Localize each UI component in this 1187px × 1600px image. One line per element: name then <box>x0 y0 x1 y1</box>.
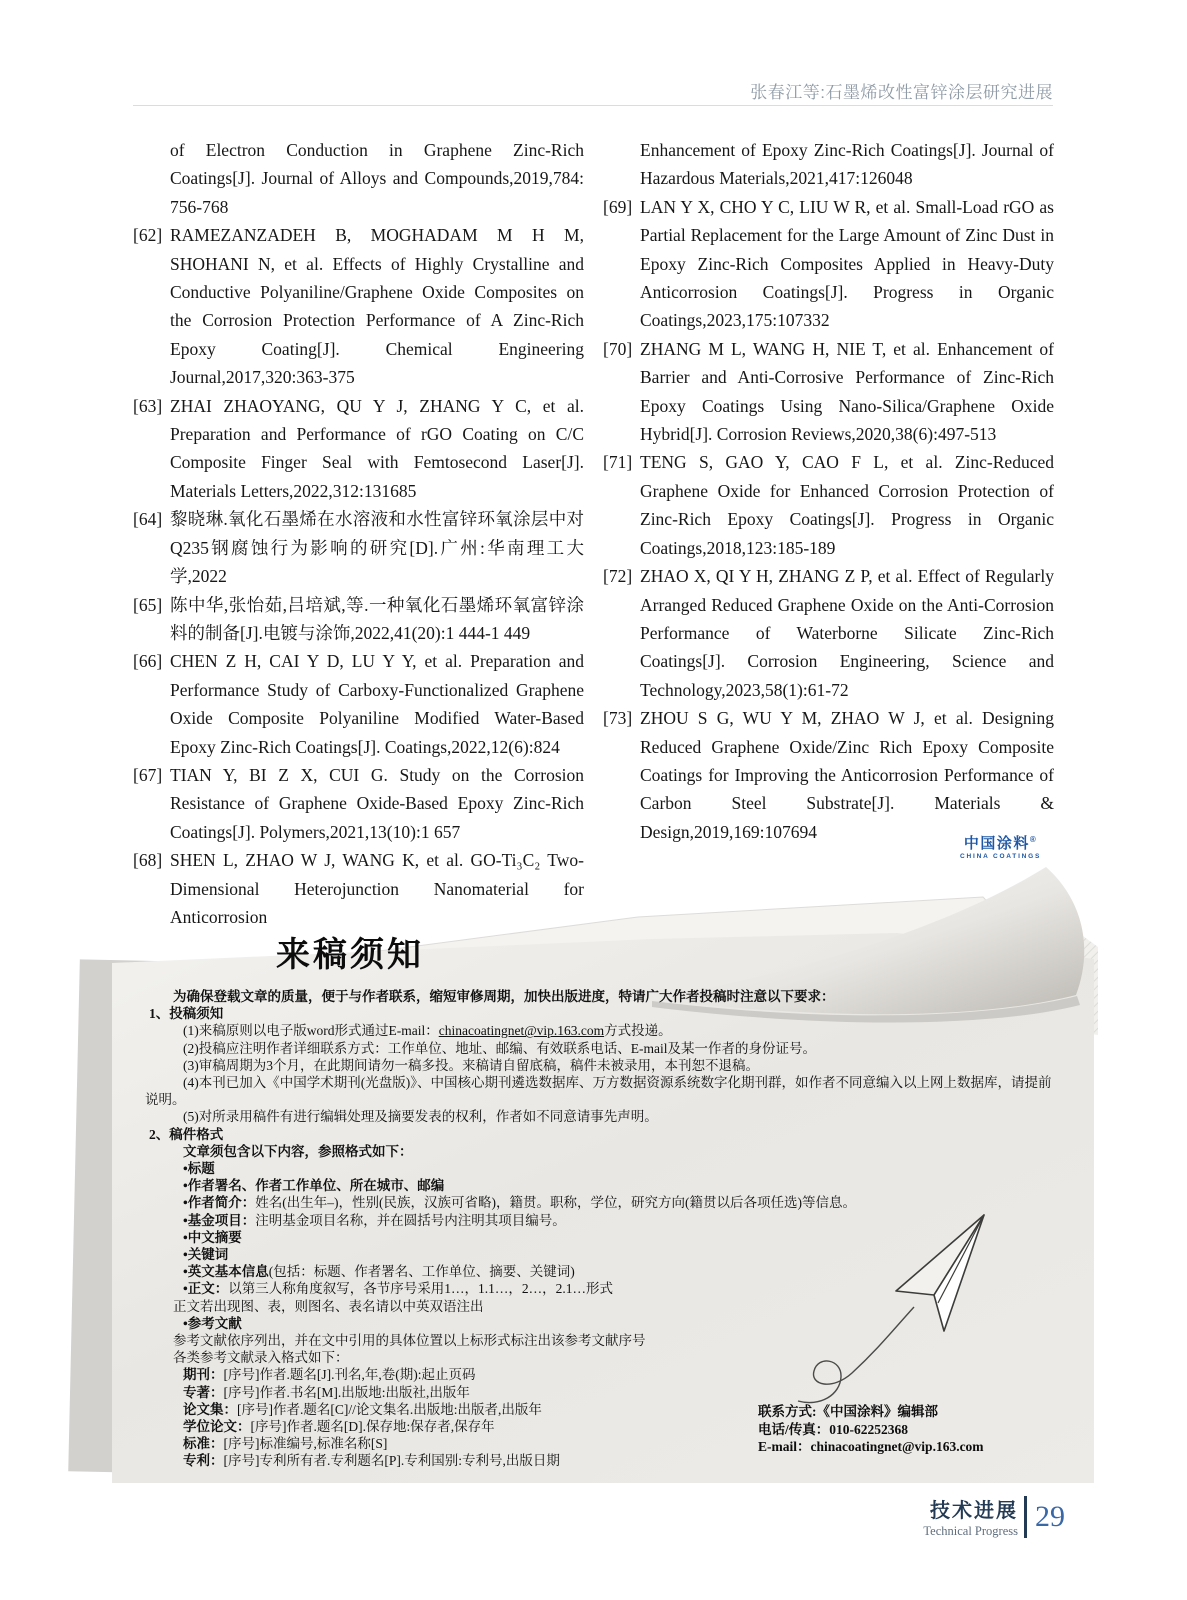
notice-title: 来稿须知 <box>276 936 424 974</box>
registered-mark-icon: ® <box>1029 835 1038 844</box>
notice-bullet-fund: • 基金项目：注明基金项目名称，并在圆括号内注明其项目编号。 <box>145 1212 1062 1229</box>
notice-ref-note-2: 各类参考文献录入格式如下： <box>173 1350 349 1366</box>
reference-text: 陈中华,张怡茹,吕培斌,等.一种氧化石墨烯环氧富锌涂料的制备[J].电镀与涂饰,2022,41(20):1 444-1 449 <box>170 594 584 643</box>
reference-entry <box>603 448 1054 562</box>
references-right-column <box>603 136 1054 931</box>
reference-entry <box>133 136 584 221</box>
logo-chinese-name: 中国涂料® <box>963 835 1038 852</box>
notice-intro: 为确保登载文章的质量，便于与作者联系，缩短审修周期，加快出版进度，特请广大作者投稿时注意以下要求： <box>173 989 835 1004</box>
reference-entry <box>603 193 1054 335</box>
reference-number: [63] <box>133 395 163 416</box>
contact-phone: 电话/传真：010-62252368 <box>758 1421 909 1437</box>
reference-entry <box>603 704 1054 846</box>
references-section <box>133 136 1054 931</box>
footer-section-en: Technical Progress <box>923 1524 1018 1538</box>
notice-item-5: (5)对所录用稿件有进行编辑处理及摘要发表的权利，作者如不同意请事先声明。 <box>183 1109 658 1125</box>
reference-number: [66] <box>133 651 163 672</box>
reference-entry <box>603 136 1054 193</box>
reference-number: [67] <box>133 764 163 785</box>
format-thesis: 学位论文：[序号]作者.题名[D].保存地:保存者,保存年 <box>183 1419 495 1435</box>
format-proceedings: 论文集：[序号]作者.题名[C]//论文集名.出版地:出版者,出版年 <box>183 1401 542 1417</box>
notice-section2-heading: 2、稿件格式 <box>149 1126 224 1142</box>
logo-english-name: CHINA COATINGS <box>960 853 1042 860</box>
running-head: 张春江等:石墨烯改性富锌涂层研究进展 <box>750 83 1053 102</box>
format-monograph: 专著：[序号]作者.书名[M].出版地:出版社,出版年 <box>183 1384 470 1400</box>
reference-entry <box>133 647 584 761</box>
notice-body-note: 正文若出现图、表，则图名、表名请以中英双语注出 <box>173 1298 484 1314</box>
reference-number: [69] <box>603 196 633 217</box>
notice-bullet-bio: • 作者简介：姓名(出生年–)，性别(民族，汉族可省略)，籍贯。职称，学位，研究方向(籍贯以后各项任选)等信息。 <box>145 1194 1062 1211</box>
notice-ref-note-1: 参考文献依序列出，并在文中引用的具体位置以上标形式标注出该参考文献序号 <box>173 1333 646 1349</box>
reference-entry <box>603 335 1054 449</box>
reference-entry <box>133 392 584 506</box>
reference-text: LAN Y X, CHO Y C, LIU W R, et al. Small-Load rGO as Partial Replacement for the Large Amount of Zinc Dust in Epoxy Zinc-Rich Composites Applied in Heavy-Duty Anticorrosion Coatings[J]. Progress in Organic Coatings,2023,175:107332 <box>640 196 1054 331</box>
references-left-column <box>133 136 584 931</box>
footer-section-name <box>923 1494 1018 1539</box>
reference-text: of Electron Conduction in Graphene Zinc-Rich Coatings[J]. Journal of Alloys and Compounds,2019,784: 756-768 <box>170 140 584 217</box>
format-patent: 专利：[序号]专利所有者.专利题名[P].专利国别:专利号,出版日期 <box>183 1453 560 1469</box>
notice-bullet-en-info: • 英文基本信息(包括：标题、作者署名、工作单位、摘要、关键词) <box>145 1263 1062 1280</box>
reference-number: [62] <box>133 225 163 246</box>
paper-plane-icon <box>778 1203 1018 1418</box>
reference-entry <box>603 562 1054 704</box>
reference-entry <box>133 591 584 648</box>
china-coatings-logo <box>960 835 1041 861</box>
reference-number: [64] <box>133 509 163 530</box>
notice-item-3: (3)审稿周期为3个月，在此期间请勿一稿多投。来稿请自留底稿，稿件未被录用，本刊恕不退稿。 <box>183 1057 759 1073</box>
notice-bullet-body: • 正文：以第三人称角度叙写，各节序号采用1…，1.1…，2…，2.1…形式 <box>145 1280 1062 1297</box>
notice-bullet-references: • 参考文献 <box>145 1315 1062 1332</box>
format-journal: 期刊：[序号]作者.题名[J].刊名,年,卷(期):起止页码 <box>183 1367 476 1383</box>
notice-item-2: (2)投稿应注明作者详细联系方式：工作单位、地址、邮编、有效联系电话、E-mail及某一作者的身份证号。 <box>183 1040 816 1056</box>
reference-entry <box>133 221 584 391</box>
notice-section2-lead: 文章须包含以下内容，参照格式如下： <box>183 1143 413 1159</box>
notice-bullet-authors: • 作者署名、作者工作单位、所在城市、邮编 <box>145 1177 1062 1194</box>
reference-text: SHEN L, ZHAO W J, WANG K, et al. GO-Ti₃C₂ Two-Dimensional Heterojunction Nanomaterial for Anticorrosion <box>170 850 584 927</box>
notice-bullet-cn-abstract: • 中文摘要 <box>145 1229 1062 1246</box>
submission-email: chinacoatingnet@vip.163.com <box>438 1023 605 1039</box>
reference-text: CHEN Z H, CAI Y D, LU Y Y, et al. Preparation and Performance Study of Carboxy-Functionalized Graphene Oxide Composite Polyaniline Modified Water-Based Epoxy Zinc-Rich Coatings[J]. Coatings,2022,12(6):824 <box>170 651 584 757</box>
page-footer <box>923 1494 1065 1539</box>
submission-notice-panel <box>78 885 1104 1485</box>
page-number: 29 <box>1035 1499 1065 1533</box>
reference-number: [68] <box>133 850 163 871</box>
reference-text: TIAN Y, BI Z X, CUI G. Study on the Corrosion Resistance of Graphene Oxide-Based Epoxy Zinc-Rich Coatings[J]. Polymers,2021,13(10):1 657 <box>170 764 584 842</box>
reference-text: ZHOU S G, WU Y M, ZHAO W J, et al. Designing Reduced Graphene Oxide/Zinc Rich Epoxy Composite Coatings for Improving the Anticorrosion Performance of Carbon Steel Substrate[J]. Materials & Design,2019,169:107694 <box>640 708 1054 842</box>
notice-item-1: (1)来稿原则以电子版word形式通过E-mail：chinacoatingnet@vip.163.com方式投递。 <box>183 1023 672 1039</box>
notice-bullet-keywords: • 关键词 <box>145 1246 1062 1263</box>
format-standard: 标准：[序号]标准编号,标准名称[S] <box>183 1436 388 1452</box>
reference-text: RAMEZANZADEH B, MOGHADAM M H M, SHOHANI N, et al. Effects of Highly Crystalline and Conductive Polyaniline/Graphene Oxide Composites on the Corrosion Protection Performance of A Zinc-Rich Epoxy Coating[J]. Chemical Engineering Journal,2017,320:363-375 <box>170 225 584 388</box>
notice-bullet-title: • 标题 <box>145 1160 1062 1177</box>
reference-text: ZHAO X, QI Y H, ZHANG Z P, et al. Effect of Regularly Arranged Reduced Graphene Oxide on the Anti-Corrosion Performance of Waterborne Silicate Zinc-Rich Coatings[J]. Corrosion Engineering, Science and Technology,2023,58(1):61-72 <box>640 566 1054 700</box>
contact-email: E-mail：chinacoatingnet@vip.163.com <box>758 1439 984 1454</box>
reference-text: TENG S, GAO Y, CAO F L, et al. Zinc-Reduced Graphene Oxide for Enhanced Corrosion Protection of Zinc-Rich Epoxy Coatings[J]. Progress in Organic Coatings,2018,123:185-189 <box>640 452 1054 558</box>
reference-entry <box>133 761 584 846</box>
reference-number: [71] <box>603 452 633 473</box>
notice-item-4: (4)本刊已加入《中国学术期刊(光盘版)》、中国核心期刊遴选数据库、万方数据资源系统数字化期刊群，如作者不同意编入以上网上数据库，请提前说明。 <box>145 1075 1052 1108</box>
footer-section-zh: 技术进展 <box>930 1500 1018 1522</box>
reference-number: [70] <box>603 338 633 359</box>
reference-text: ZHAI ZHAOYANG, QU Y J, ZHANG Y C, et al. Preparation and Performance of rGO Coating on C/C Composite Finger Seal with Femtosecond Laser[J]. Materials Letters,2022,312:131685 <box>170 395 584 501</box>
footer-divider <box>1024 1496 1027 1538</box>
reference-number: [73] <box>603 708 633 729</box>
contact-line: 联系方式:《中国涂料》编辑部 <box>758 1404 938 1419</box>
reference-entry <box>133 505 584 590</box>
reference-number: [65] <box>133 594 163 615</box>
reference-text: ZHANG M L, WANG H, NIE T, et al. Enhancement of Barrier and Anti-Corrosive Performance of Zinc-Rich Epoxy Coatings Using Nano-Silica/Graphene Oxide Hybrid[J]. Corrosion Reviews,2020,38(6):497-513 <box>640 338 1054 445</box>
header-rule <box>133 105 1053 106</box>
reference-text: Enhancement of Epoxy Zinc-Rich Coatings[J]. Journal of Hazardous Materials,2021,417:126048 <box>640 140 1054 189</box>
reference-text: 黎晓琳.氧化石墨烯在水溶液和水性富锌环氧涂层中对Q235钢腐蚀行为影响的研究[D].广州:华南理工大学,2022 <box>170 509 584 587</box>
reference-number: [72] <box>603 566 633 587</box>
notice-section1-heading: 1、投稿须知 <box>149 1006 224 1022</box>
